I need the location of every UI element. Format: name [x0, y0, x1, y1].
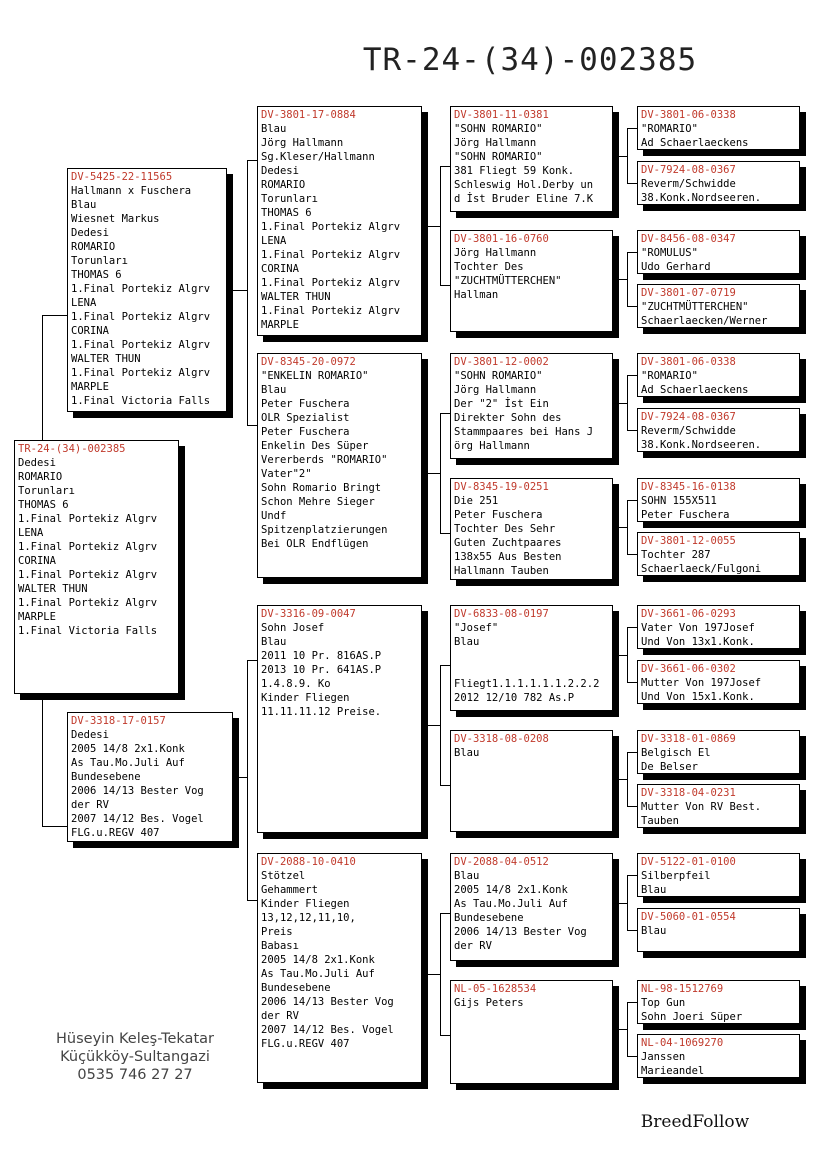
pigeon-info-line: Udo Gerhard — [641, 261, 711, 273]
pigeon-info-line: Dedesi — [18, 457, 56, 469]
pigeon-info-line: Peter Fuschera — [261, 398, 350, 410]
pigeon-info-line: Schon Mehre Sieger — [261, 496, 375, 508]
pigeon-info-line: Sohn Josef — [261, 622, 325, 634]
great-grandparent-card[interactable] — [450, 478, 613, 580]
connector-line — [42, 315, 67, 316]
great-grandparent-card[interactable] — [450, 230, 613, 332]
pigeon-info-line: 2013 10 Pr. 641AS.P — [261, 664, 382, 676]
gg-grandparent-card[interactable] — [637, 408, 800, 452]
pigeon-info-line: 11.11.11.12 Preise. — [261, 706, 382, 718]
connector-line — [627, 306, 637, 307]
pigeon-info-line: Dedesi — [71, 227, 109, 239]
pigeon-info-line: Reverm/Schwidde — [641, 425, 736, 437]
pigeon-info-line: Gijs Peters — [454, 997, 524, 1009]
pigeon-info-line: Dedesi — [261, 165, 299, 177]
pigeon-info-line: THOMAS 6 — [18, 499, 69, 511]
gg-grandparent-card[interactable] — [637, 532, 800, 576]
pigeon-info-line: Sohn Romario Bringt — [261, 482, 382, 494]
pigeon-info-line: Mutter Von 197Josef — [641, 677, 762, 689]
connector-line — [440, 166, 441, 286]
great-grandparent-card[interactable] — [450, 730, 613, 832]
pigeon-info-line: 2007 14/12 Bes. Vogel — [261, 1024, 394, 1036]
pigeon-info-line: Blau — [71, 199, 97, 211]
great-grandparent-card[interactable] — [450, 106, 613, 212]
pigeon-info-line: 38.Konk.Nordseeren. — [641, 439, 762, 451]
gg-grandparent-card[interactable] — [637, 730, 800, 774]
pigeon-info-line: "SOHN ROMARIO" — [454, 370, 543, 382]
gg-grandparent-card[interactable] — [637, 660, 800, 704]
connector-line — [42, 694, 43, 826]
pigeon-info-line: Blau — [261, 123, 287, 135]
pigeon-info-line: ROMARIO — [71, 241, 116, 253]
pigeon-info-line: 1.Final Portekiz Algrv — [18, 541, 158, 553]
pigeon-info-line: Babası — [261, 940, 299, 952]
ring-number: DV-3801-06-0338 — [641, 356, 736, 368]
gg-grandparent-card[interactable] — [637, 1034, 800, 1078]
connector-line — [619, 1029, 627, 1030]
pigeon-info-line: der RV — [261, 1010, 299, 1022]
ring-number: DV-5425-22-11565 — [71, 171, 173, 183]
pigeon-info-line: 2006 14/13 Bester Vog — [261, 996, 394, 1008]
pigeon-info-line: 381 Fliegt 59 Konk. — [454, 165, 575, 177]
connector-line — [627, 752, 628, 807]
dam-card[interactable] — [67, 712, 233, 842]
connector-line — [440, 913, 441, 1036]
pigeon-info-line: Dedesi — [71, 729, 109, 741]
connector-line — [440, 533, 450, 534]
pigeon-info-line: 1.Final Portekiz Algrv — [261, 221, 401, 233]
pigeon-info-line: FLG.u.REGV 407 — [261, 1038, 350, 1050]
brand-label: BreedFollow — [640, 1112, 750, 1132]
pigeon-info-line: CORINA — [71, 325, 109, 337]
pigeon-info-line: De Belser — [641, 761, 698, 773]
connector-line — [440, 1035, 450, 1036]
connector-line — [42, 315, 43, 440]
grandparent-card[interactable] — [257, 853, 422, 1083]
ring-number: DV-8456-08-0347 — [641, 233, 736, 245]
pigeon-info-line: 1.Final Portekiz Algrv — [261, 277, 401, 289]
pigeon-info-line: Blau — [454, 636, 480, 648]
grandparent-card[interactable] — [257, 605, 422, 833]
owner-contact — [40, 1030, 230, 1084]
connector-line — [627, 128, 628, 184]
pigeon-info-line: Direkter Sohn des — [454, 412, 562, 424]
pigeon-info-line: Peter Fuschera — [261, 426, 350, 438]
pigeon-info-line: Bei OLR Endflügen — [261, 538, 369, 550]
ring-number: DV-3801-12-0002 — [454, 356, 549, 368]
pigeon-info-line: 1.Final Portekiz Algrv — [71, 283, 211, 295]
pigeon-info-line: CORINA — [261, 263, 299, 275]
gg-grandparent-card[interactable] — [637, 106, 800, 150]
gg-grandparent-card[interactable] — [637, 784, 800, 828]
ring-number: TR-24-(34)-002385 — [18, 443, 126, 455]
connector-line — [619, 527, 627, 528]
pigeon-info-line: Undf — [261, 510, 287, 522]
pigeon-info-line: Janssen — [641, 1051, 686, 1063]
connector-line — [440, 413, 441, 534]
pigeon-info-line: Spitzenplatzierungen — [261, 524, 388, 536]
pigeon-info-line: Bundesebene — [261, 982, 331, 994]
pigeon-info-line: Hallmann Tauben — [454, 565, 549, 577]
pigeon-info-line: 2007 14/12 Bes. Vogel — [71, 813, 204, 825]
pigeon-info-line: Jörg Hallmann — [261, 137, 344, 149]
pigeon-info-line: Bundesebene — [71, 771, 141, 783]
connector-line — [239, 777, 247, 778]
pigeon-info-line: WALTER THUN — [71, 353, 141, 365]
pigeon-info-line: 1.Final Portekiz Algrv — [261, 249, 401, 261]
pigeon-info-line: LENA — [261, 235, 287, 247]
pigeon-info-line: 1.Final Portekiz Algrv — [71, 339, 211, 351]
connector-line — [619, 403, 627, 404]
pigeon-info-line: Blau — [641, 884, 667, 896]
great-grandparent-card[interactable] — [450, 853, 613, 961]
pigeon-info-line: 2011 10 Pr. 816AS.P — [261, 650, 382, 662]
gg-grandparent-card[interactable] — [637, 980, 800, 1024]
pigeon-info-line: Jörg Hallmann — [454, 384, 537, 396]
connector-line — [440, 285, 450, 286]
great-grandparent-card[interactable] — [450, 980, 613, 1084]
gg-grandparent-card[interactable] — [637, 161, 800, 205]
ring-number: NL-98-1512769 — [641, 983, 724, 995]
connector-line — [428, 725, 440, 726]
grandparent-card[interactable] — [257, 353, 422, 578]
connector-line — [247, 660, 257, 661]
connector-line — [627, 375, 628, 431]
owner-name: Hüseyin Keleş-Tekatar — [56, 1031, 214, 1047]
pigeon-info-line: "SOHN ROMARIO" — [454, 151, 543, 163]
great-grandparent-card[interactable] — [450, 605, 613, 711]
pigeon-info-line: 2005 14/8 2x1.Konk — [261, 954, 375, 966]
pigeon-info-line: WALTER THUN — [18, 583, 88, 595]
connector-line — [247, 900, 257, 901]
pigeon-info-line: Jörg Hallmann — [454, 247, 537, 259]
connector-line — [440, 913, 450, 914]
pigeon-info-line: Sohn Joeri Süper — [641, 1011, 743, 1023]
ring-number: DV-8345-16-0138 — [641, 481, 736, 493]
connector-line — [627, 252, 637, 253]
connector-line — [627, 554, 637, 555]
ring-number: DV-3801-16-0760 — [454, 233, 549, 245]
ring-number: DV-7924-08-0367 — [641, 411, 736, 423]
connector-line — [627, 1002, 628, 1057]
pigeon-info-line: MARPLE — [261, 319, 299, 331]
owner-location: Küçükköy-Sultangazi — [60, 1049, 210, 1065]
pigeon-info-line: Torunları — [18, 485, 75, 497]
pigeon-info-line: Vater Von 197Josef — [641, 622, 755, 634]
connector-line — [619, 779, 627, 780]
pigeon-info-line: Tochter 287 — [641, 549, 711, 561]
ring-number: DV-3661-06-0293 — [641, 608, 736, 620]
pigeon-info-line: 2006 14/13 Bester Vog — [71, 785, 204, 797]
pigeon-info-line: Hallman — [454, 289, 499, 301]
ring-number: DV-2088-10-0410 — [261, 856, 356, 868]
connector-line — [627, 875, 628, 931]
pigeon-info-line: ROMARIO — [261, 179, 306, 191]
pigeon-info-line: "ROMARIO" — [641, 370, 698, 382]
pigeon-info-line — [454, 649, 609, 663]
pigeon-info-line: Vererberds "ROMARIO" — [261, 454, 388, 466]
pigeon-info-line: Hallmann x Fuschera — [71, 185, 192, 197]
pigeon-info-line: Guten Zuchtpaares — [454, 537, 562, 549]
pigeon-info-line: Schaerlaeck/Fulgoni — [641, 563, 762, 575]
connector-line — [233, 290, 247, 291]
pigeon-info-line: Und Von 15x1.Konk. — [641, 691, 755, 703]
connector-line — [440, 665, 441, 786]
pigeon-info-line: 2012 12/10 782 As.P — [454, 692, 575, 704]
pigeon-info-line: 1.Final Portekiz Algrv — [18, 513, 158, 525]
pigeon-info-line: 138x55 Aus Besten — [454, 551, 562, 563]
pigeon-info-line: CORINA — [18, 555, 56, 567]
pigeon-info-line: THOMAS 6 — [71, 269, 122, 281]
ring-number: DV-3661-06-0302 — [641, 663, 736, 675]
pigeon-info-line: örg Hallmann — [454, 440, 530, 452]
gg-grandparent-card[interactable] — [637, 605, 800, 649]
ring-number: DV-3316-09-0047 — [261, 608, 356, 620]
connector-line — [627, 1002, 637, 1003]
pigeon-info-line: Blau — [454, 870, 480, 882]
connector-line — [440, 166, 450, 167]
pigeon-info-line: Die 251 — [454, 495, 499, 507]
pigeon-info-line: ROMARIO — [18, 471, 63, 483]
connector-line — [627, 183, 637, 184]
pigeon-info-line: "ROMARIO" — [641, 123, 698, 135]
connector-line — [627, 930, 637, 931]
connector-line — [440, 665, 450, 666]
pigeon-info-line — [454, 663, 609, 677]
connector-line — [627, 752, 637, 753]
pigeon-info-line: Top Gun — [641, 997, 686, 1009]
connector-line — [428, 473, 440, 474]
pigeon-info-line: Ad Schaerlaeckens — [641, 384, 749, 396]
connector-line — [428, 974, 440, 975]
pigeon-info-line: Gehammert — [261, 884, 318, 896]
pigeon-info-line: Tochter Des Sehr — [454, 523, 556, 535]
pigeon-info-line: MARPLE — [71, 381, 109, 393]
connector-line — [619, 279, 627, 280]
pigeon-info-line: "ZUCHTMÜTTERCHEN" — [454, 275, 562, 287]
pigeon-info-line: 1.Final Victoria Falls — [71, 395, 211, 407]
pigeon-info-line: LENA — [71, 297, 97, 309]
pigeon-info-line: Sg.Kleser/Hallmann — [261, 151, 375, 163]
ring-number: DV-3318-04-0231 — [641, 787, 736, 799]
connector-line — [627, 1056, 637, 1057]
pigeon-info-line: Jörg Hallmann — [454, 137, 537, 149]
pigeon-info-line: "ENKELIN ROMARIO" — [261, 370, 369, 382]
gg-grandparent-card[interactable] — [637, 853, 800, 897]
pigeon-info-line: Blau — [261, 636, 287, 648]
connector-line — [627, 375, 637, 376]
pigeon-info-line: Marieandel — [641, 1065, 705, 1077]
pigeon-info-line: SOHN 155X511 — [641, 495, 717, 507]
pedigree-title: TR-24-(34)-002385 — [362, 42, 698, 78]
pigeon-info-line: der RV — [71, 799, 109, 811]
gg-grandparent-card[interactable] — [637, 284, 800, 328]
pigeon-info-line: Fliegt1.1.1.1.1.1.2.2.2 — [454, 678, 600, 690]
pigeon-info-line: d İst Bruder Eline 7.K — [454, 193, 594, 205]
pigeon-info-line: 1.Final Portekiz Algrv — [18, 597, 158, 609]
pigeon-info-line: Stammpaares bei Hans J — [454, 426, 594, 438]
pigeon-info-line: WALTER THUN — [261, 291, 331, 303]
pigeon-info-line: "ZUCHTMÜTTERCHEN" — [641, 301, 749, 313]
pigeon-info-line: 38.Konk.Nordseeren. — [641, 192, 762, 204]
pigeon-info-line: 13,12,12,11,10, — [261, 912, 356, 924]
ring-number: DV-3318-01-0869 — [641, 733, 736, 745]
connector-line — [440, 413, 450, 414]
connector-line — [627, 682, 637, 683]
pigeon-info-line: "Josef" — [454, 622, 499, 634]
pigeon-info-line: 1.Final Portekiz Algrv — [71, 367, 211, 379]
pigeon-info-line: 2005 14/8 2x1.Konk — [71, 743, 185, 755]
pigeon-info-line: der RV — [454, 940, 492, 952]
pigeon-info-line: Preis — [261, 926, 293, 938]
sire-card[interactable] — [67, 168, 227, 412]
connector-line — [440, 785, 450, 786]
ring-number: DV-3318-08-0208 — [454, 733, 549, 745]
ring-number: DV-3801-06-0338 — [641, 109, 736, 121]
connector-line — [627, 875, 637, 876]
ring-number: DV-3801-11-0381 — [454, 109, 549, 121]
pigeon-info-line: Torunları — [71, 255, 128, 267]
gg-grandparent-card[interactable] — [637, 353, 800, 397]
pigeon-info-line: Tochter Des — [454, 261, 524, 273]
pigeon-info-line: 2006 14/13 Bester Vog — [454, 926, 587, 938]
ring-number: DV-3801-17-0884 — [261, 109, 356, 121]
gg-grandparent-card[interactable] — [637, 230, 800, 274]
ring-number: DV-5122-01-0100 — [641, 856, 736, 868]
connector-line — [428, 226, 440, 227]
grandparent-card[interactable] — [257, 106, 422, 336]
pigeon-info-line: FLG.u.REGV 407 — [71, 827, 160, 839]
pigeon-info-line: Stötzel — [261, 870, 306, 882]
pigeon-info-line: As Tau.Mo.Juli Auf — [454, 898, 568, 910]
pigeon-info-line: MARPLE — [18, 611, 56, 623]
pigeon-info-line: Blau — [261, 384, 287, 396]
pigeon-info-line: Vater"2" — [261, 468, 312, 480]
connector-line — [627, 806, 637, 807]
pigeon-info-line: 1.Final Portekiz Algrv — [18, 569, 158, 581]
pigeon-info-line: Kinder Fliegen — [261, 898, 350, 910]
pigeon-info-line: "ROMULUS" — [641, 247, 698, 259]
connector-line — [619, 655, 627, 656]
pigeon-info-line: "SOHN ROMARIO" — [454, 123, 543, 135]
pigeon-info-line: Der "2" İst Ein — [454, 398, 549, 410]
ring-number: DV-8345-19-0251 — [454, 481, 549, 493]
pigeon-info-line: Und Von 13x1.Konk. — [641, 636, 755, 648]
ring-number: DV-3318-17-0157 — [71, 715, 166, 727]
pigeon-info-line: Belgisch El — [641, 747, 711, 759]
pigeon-info-line: Torunları — [261, 193, 318, 205]
ring-number: DV-8345-20-0972 — [261, 356, 356, 368]
gg-grandparent-card[interactable] — [637, 908, 800, 952]
ring-number: DV-5060-01-0554 — [641, 911, 736, 923]
pigeon-info-line: Ad Schaerlaeckens — [641, 137, 749, 149]
pigeon-info-line: OLR Spezialist — [261, 412, 350, 424]
pigeon-info-line: 2005 14/8 2x1.Konk — [454, 884, 568, 896]
pigeon-info-line: Kinder Fliegen — [261, 692, 350, 704]
pigeon-info-line: THOMAS 6 — [261, 207, 312, 219]
great-grandparent-card[interactable] — [450, 353, 613, 459]
ring-number: DV-3801-07-0719 — [641, 287, 736, 299]
ring-number: NL-04-1069270 — [641, 1037, 724, 1049]
connector-line — [627, 627, 628, 683]
ring-number: DV-2088-04-0512 — [454, 856, 549, 868]
pigeon-info-line: Tauben — [641, 815, 679, 827]
pigeon-info-line: 1.4.8.9. Ko — [261, 678, 331, 690]
pigeon-info-line: Peter Fuschera — [641, 509, 730, 521]
connector-line — [247, 160, 257, 161]
pigeon-info-line: As Tau.Mo.Juli Auf — [71, 757, 185, 769]
connector-line — [627, 252, 628, 307]
pigeon-info-line: Bundesebene — [454, 912, 524, 924]
pigeon-info-line: Wiesnet Markus — [71, 213, 160, 225]
subject-pigeon-card[interactable] — [14, 440, 179, 694]
ring-number: DV-6833-08-0197 — [454, 608, 549, 620]
pigeon-info-line: Silberpfeil — [641, 870, 711, 882]
pigeon-info-line: Schleswig Hol.Derby un — [454, 179, 594, 191]
connector-line — [247, 160, 248, 426]
owner-phone: 0535 746 27 27 — [77, 1067, 193, 1083]
pigeon-info-line: As Tau.Mo.Juli Auf — [261, 968, 375, 980]
pigeon-info-line: LENA — [18, 527, 44, 539]
connector-line — [627, 627, 637, 628]
connector-line — [627, 128, 637, 129]
pigeon-info-line: 1.Final Victoria Falls — [18, 625, 158, 637]
connector-line — [42, 826, 67, 827]
connector-line — [247, 660, 248, 901]
ring-number: DV-7924-08-0367 — [641, 164, 736, 176]
pigeon-info-line: Blau — [641, 925, 667, 937]
ring-number: NL-05-1628534 — [454, 983, 537, 995]
connector-line — [627, 430, 637, 431]
pigeon-info-line: Reverm/Schwidde — [641, 178, 736, 190]
pigeon-info-line: Peter Fuschera — [454, 509, 543, 521]
connector-line — [619, 156, 627, 157]
connector-line — [627, 500, 637, 501]
connector-line — [619, 903, 627, 904]
pigeon-info-line: Enkelin Des Süper — [261, 440, 369, 452]
gg-grandparent-card[interactable] — [637, 478, 800, 522]
pigeon-info-line: Mutter Von RV Best. — [641, 801, 762, 813]
connector-line — [627, 500, 628, 555]
ring-number: DV-3801-12-0055 — [641, 535, 736, 547]
pigeon-info-line: 1.Final Portekiz Algrv — [71, 311, 211, 323]
pigeon-info-line: Blau — [454, 747, 480, 759]
connector-line — [247, 425, 257, 426]
pigeon-info-line: Schaerlaecken/Werner — [641, 315, 768, 327]
pigeon-info-line: 1.Final Portekiz Algrv — [261, 305, 401, 317]
